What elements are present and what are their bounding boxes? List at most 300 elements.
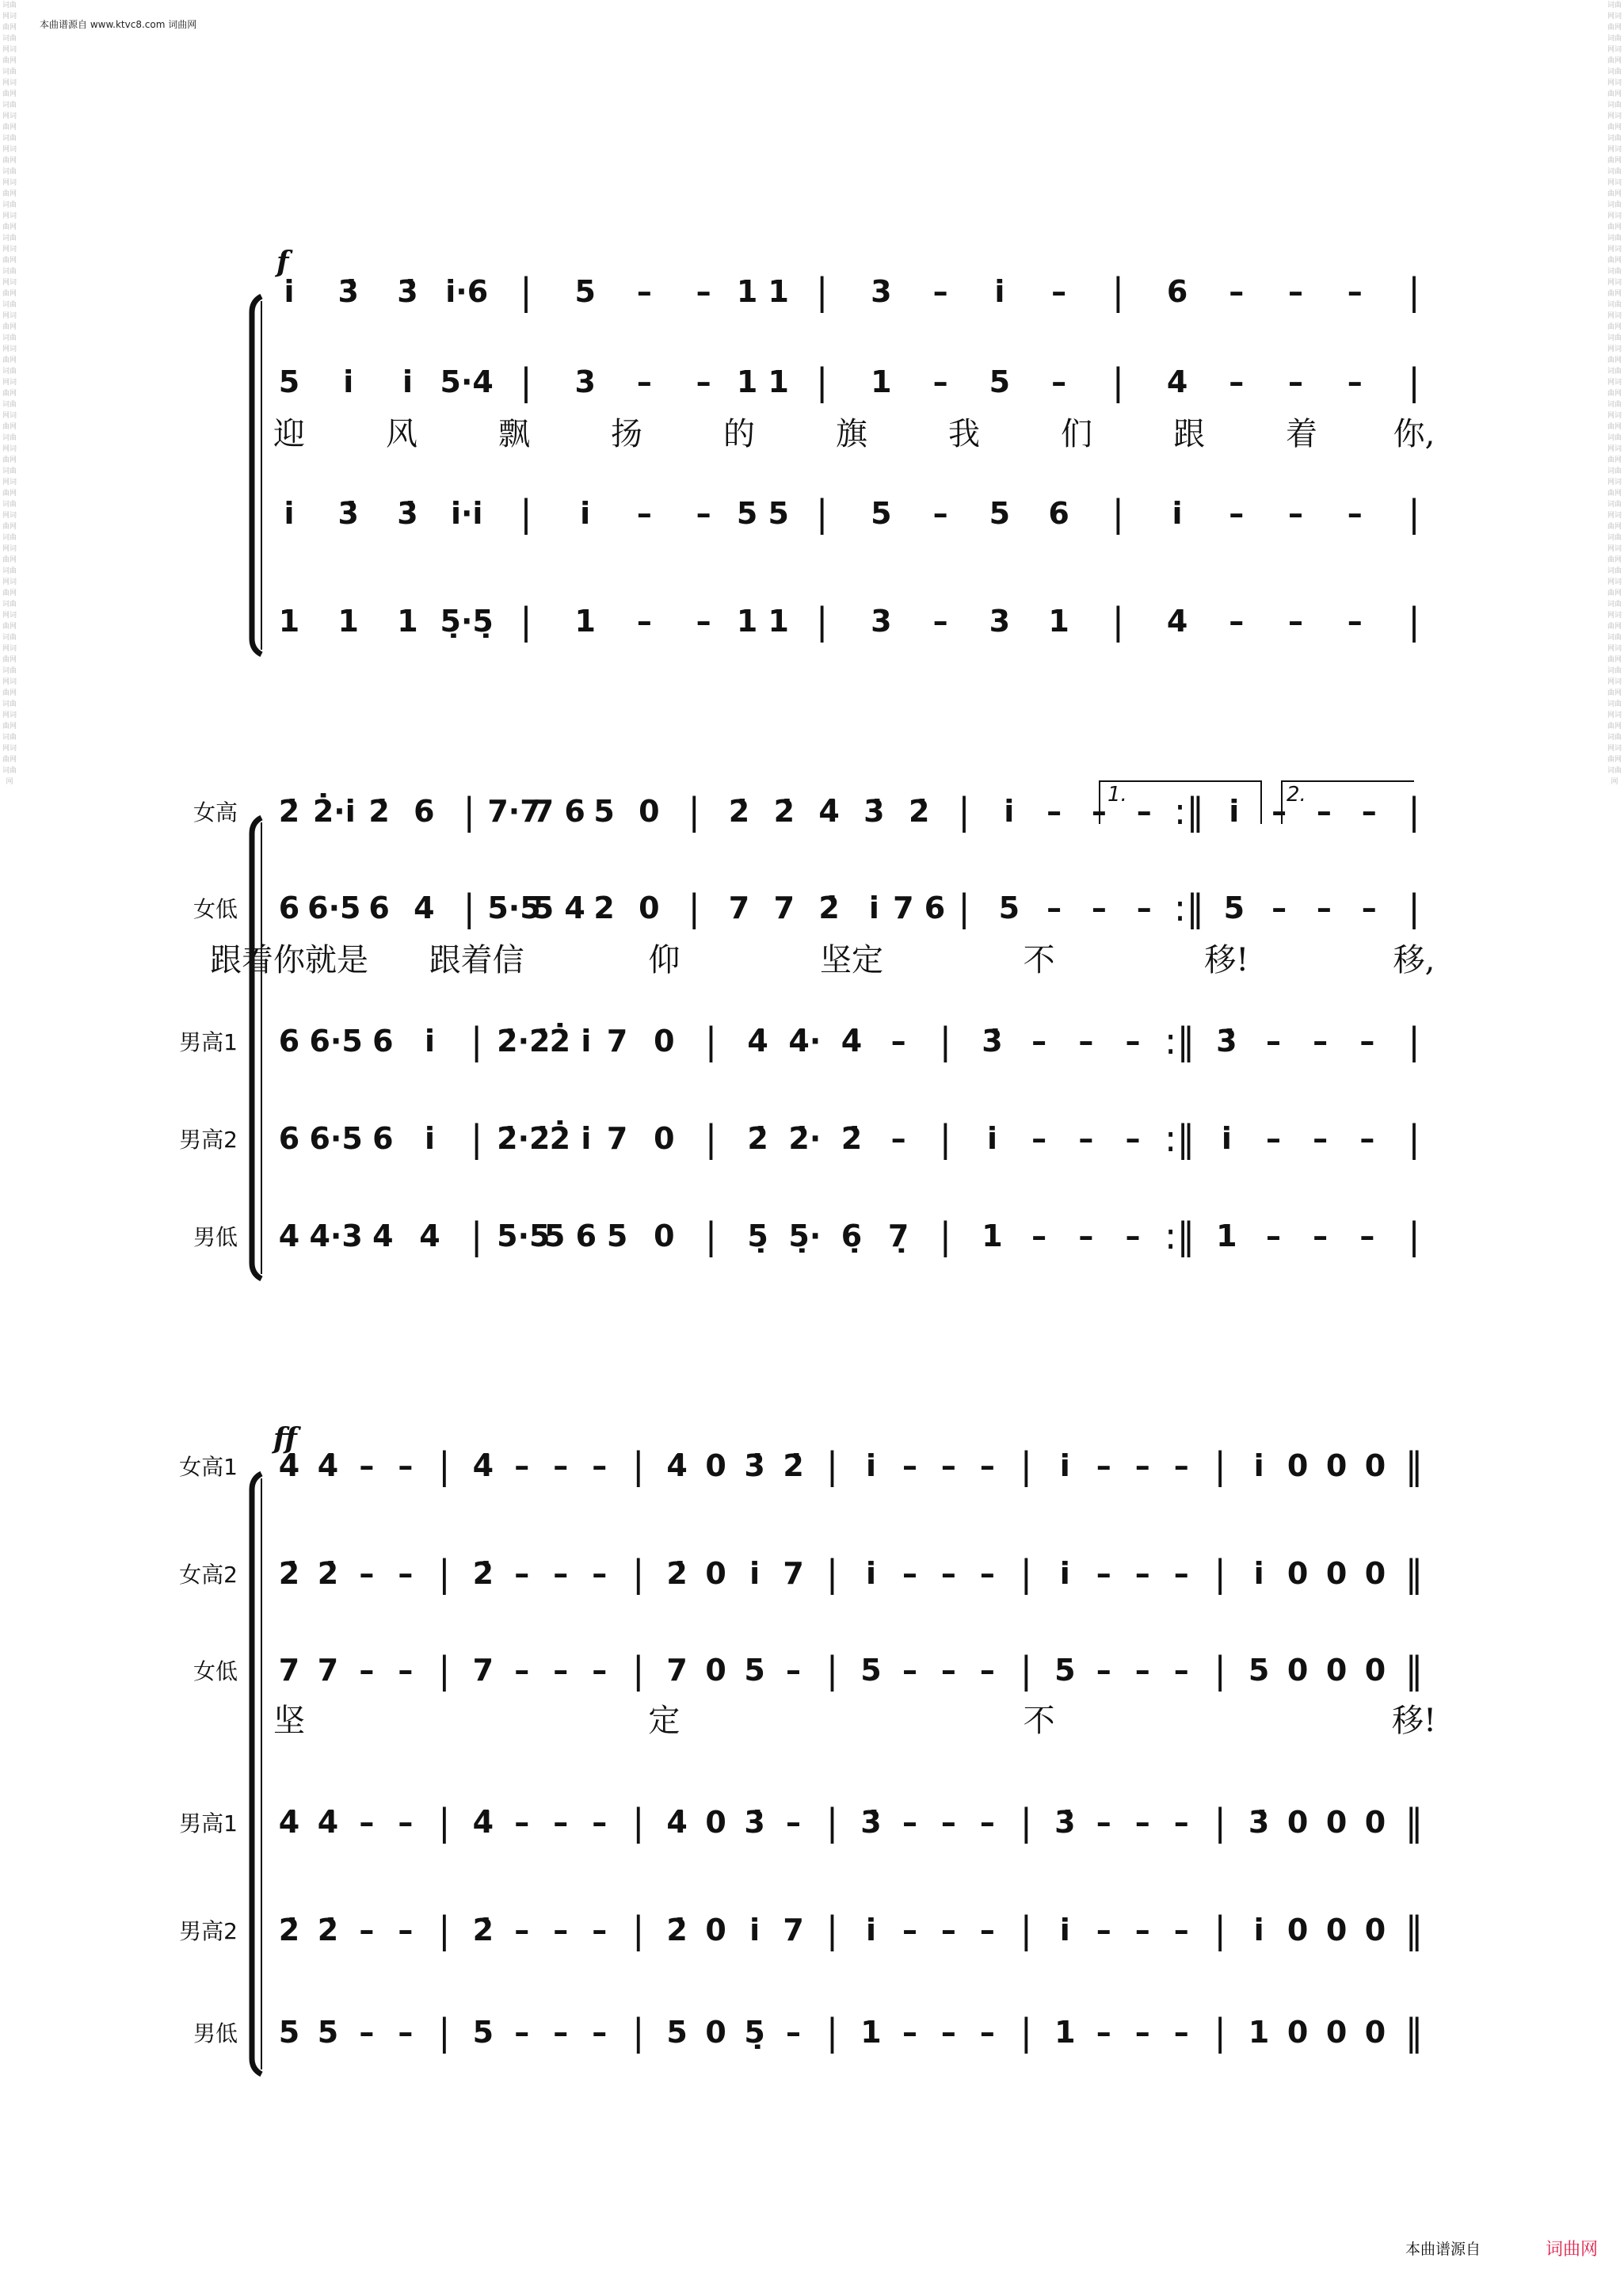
note: 3̇ — [337, 274, 359, 309]
lyric-syllable: 的 — [723, 416, 755, 452]
voice-part-line — [278, 2008, 1424, 2056]
note: 0 — [705, 1913, 726, 1947]
note: 0 — [1364, 1448, 1386, 1483]
note: 2̇ — [472, 1556, 494, 1591]
lyric-syllable: 定 — [648, 1703, 680, 1739]
voice-part-line — [278, 1442, 1424, 1490]
note: 2̇·2̇ — [497, 1024, 551, 1058]
note: – — [1313, 1024, 1329, 1058]
barline: | — [1111, 600, 1125, 643]
note: – — [1229, 274, 1245, 309]
note: 5̣·5̣ — [440, 604, 494, 639]
note: – — [514, 1556, 530, 1591]
footer-source: 本曲谱源自 — [1405, 2241, 1481, 2258]
note: – — [1288, 274, 1304, 309]
barline: ‖ — [1405, 1801, 1424, 1844]
note: – — [1316, 891, 1332, 925]
note: 5̣ — [744, 2015, 765, 2050]
note: – — [979, 1448, 995, 1483]
note: – — [1359, 1219, 1375, 1253]
note: – — [979, 1653, 995, 1688]
note: i̇ — [424, 1121, 436, 1156]
note: 3 — [871, 274, 892, 309]
note: – — [359, 1653, 375, 1688]
note: 5 — [666, 2015, 688, 2050]
voice-part-line — [284, 268, 1420, 315]
note: 5·5 — [487, 891, 541, 925]
barline: | — [688, 790, 700, 833]
barline: | — [1020, 1649, 1033, 1692]
note: 4 — [419, 1219, 440, 1253]
note: 4·3 — [309, 1219, 363, 1253]
barline: :‖ — [1164, 1215, 1195, 1257]
note: – — [1134, 1448, 1150, 1483]
note: – — [398, 1556, 414, 1591]
note: 0 — [1287, 1805, 1309, 1840]
barline: | — [438, 1649, 451, 1692]
note: – — [1347, 604, 1363, 639]
note: – — [553, 2015, 569, 2050]
note: i̇ — [1253, 1913, 1264, 1947]
note: 2̇ — [317, 1556, 339, 1591]
note: 7·7 — [487, 794, 541, 829]
note: 2̇ — [908, 794, 930, 829]
note: 2̇·i̇ — [312, 794, 356, 829]
note: 2̇ — [317, 1913, 339, 1947]
note: 0 — [1287, 1653, 1309, 1688]
note: 1 — [1216, 1219, 1237, 1253]
note: – — [398, 1653, 414, 1688]
note: – — [932, 364, 948, 399]
barline: | — [1214, 1801, 1226, 1844]
note: – — [1266, 1024, 1281, 1058]
note: – — [696, 364, 711, 399]
note: – — [1134, 1913, 1150, 1947]
barline: | — [631, 1649, 645, 1692]
dynamic-marking-1: f — [276, 246, 289, 279]
note: 0 — [1364, 1556, 1386, 1591]
note: i̇ — [865, 1556, 876, 1591]
note: i̇·i̇ — [450, 496, 483, 531]
note: 7 6 — [893, 891, 946, 925]
note: – — [359, 1805, 375, 1840]
barline: | — [1408, 360, 1420, 403]
note: – — [1266, 1219, 1281, 1253]
lyric-syllable: 跟着信 — [429, 942, 524, 978]
barline: | — [1408, 270, 1420, 313]
note: 5 — [744, 1653, 765, 1688]
voice-part-line — [278, 1646, 1424, 1694]
lyric-syllable: 迎 — [273, 416, 305, 452]
note: – — [398, 2015, 414, 2050]
note: 3̇ — [1248, 1805, 1270, 1840]
lyric-syllable: 飘 — [498, 416, 530, 452]
barline: :‖ — [1173, 790, 1205, 833]
lyric-syllable: 不 — [1023, 1703, 1055, 1739]
note: 5̣ — [747, 1219, 768, 1253]
lyric-syllable: 移! — [1204, 942, 1249, 978]
note: 0 — [1325, 2015, 1348, 2050]
barline: | — [958, 887, 970, 929]
note: – — [1096, 1653, 1111, 1688]
barline: | — [939, 1117, 952, 1160]
barline: | — [815, 492, 829, 535]
note: 3̇ — [744, 1805, 765, 1840]
note: i̇ — [284, 274, 295, 309]
note: – — [1359, 1121, 1375, 1156]
note: – — [1078, 1121, 1094, 1156]
system-bracket — [252, 296, 261, 654]
note: – — [1096, 1805, 1111, 1840]
note: i̇ — [284, 496, 295, 531]
lyric-syllable: 移! — [1391, 1703, 1437, 1739]
barline: | — [631, 2011, 645, 2054]
barline: | — [815, 270, 829, 313]
note: – — [1173, 1653, 1189, 1688]
barline: | — [438, 1444, 451, 1487]
voice-part-line — [284, 490, 1420, 537]
voice-label: 女高1 — [179, 1454, 238, 1480]
note: – — [553, 1448, 569, 1483]
note: 0 — [1325, 1805, 1348, 1840]
barline: :‖ — [1164, 1117, 1195, 1160]
voice-part-line — [278, 788, 1420, 835]
note: 1 1 — [736, 604, 789, 639]
note: – — [1078, 1024, 1094, 1058]
note: – — [1313, 1219, 1329, 1253]
note: 3 — [989, 604, 1011, 639]
note: 2̇· — [788, 1121, 822, 1156]
note: 7 6 — [532, 794, 585, 829]
note: 1 — [982, 1219, 1003, 1253]
note: 0 — [705, 1556, 726, 1591]
note: 2̇ — [368, 794, 390, 829]
note: – — [1031, 1121, 1047, 1156]
note: – — [1288, 496, 1304, 531]
note: 6 — [372, 1024, 394, 1058]
barline: | — [825, 1909, 839, 1951]
voice-label: 女高 — [193, 799, 238, 826]
note: 0 — [654, 1121, 675, 1156]
note: 6 — [1166, 274, 1188, 309]
barline: | — [1111, 270, 1125, 313]
note: 4 — [278, 1219, 300, 1253]
note: – — [636, 274, 652, 309]
barline: | — [704, 1215, 718, 1257]
barline: ‖ — [1405, 2011, 1424, 2054]
barline: | — [1408, 1117, 1420, 1160]
note: 5 — [998, 891, 1020, 925]
note: 0 — [1287, 1556, 1309, 1591]
note: – — [890, 1121, 906, 1156]
barline: | — [815, 600, 829, 643]
note: 1 — [1248, 2015, 1270, 2050]
note: 0 — [654, 1024, 675, 1058]
note: 5·4 — [440, 364, 494, 399]
barline: | — [520, 270, 532, 313]
barline: | — [438, 1801, 451, 1844]
note: i̇ — [1059, 1556, 1070, 1591]
note: – — [1347, 496, 1363, 531]
note: – — [1271, 794, 1287, 829]
note: – — [696, 496, 711, 531]
note: 0 — [1364, 2015, 1386, 2050]
note: 6·5 — [309, 1024, 363, 1058]
note: 6̣ — [841, 1219, 863, 1253]
note: 6 — [278, 1121, 300, 1156]
note: 5 — [1223, 891, 1245, 925]
barline: | — [704, 1020, 718, 1062]
barline: | — [520, 492, 532, 535]
lyrics-line — [273, 410, 1435, 458]
note: 4̇ — [278, 1448, 300, 1483]
note: – — [696, 274, 711, 309]
voice-label: 女低 — [193, 1658, 238, 1684]
voice-part-line — [278, 1115, 1420, 1162]
barline: | — [470, 1117, 483, 1160]
note: – — [1091, 891, 1107, 925]
note: 0 — [1364, 1653, 1386, 1688]
voice-label: 男高2 — [179, 1127, 238, 1153]
note: 2̇ i̇ — [549, 1121, 592, 1156]
note: 0 — [639, 891, 660, 925]
barline: | — [704, 1117, 718, 1160]
barline: | — [1020, 1801, 1033, 1844]
system-bracket — [252, 1474, 261, 2074]
note: 0 — [654, 1219, 675, 1253]
note: 0 — [1325, 1556, 1348, 1591]
note: – — [1359, 1024, 1375, 1058]
note: 0 — [639, 794, 660, 829]
note: 5 — [317, 2015, 339, 2050]
note: – — [1051, 364, 1067, 399]
note: – — [1347, 274, 1363, 309]
note: i̇ — [749, 1913, 761, 1947]
note: – — [1271, 891, 1287, 925]
note: 0 — [1287, 1448, 1309, 1483]
note: – — [1134, 1653, 1150, 1688]
note: 2̇ — [747, 1121, 768, 1156]
note: – — [902, 1556, 917, 1591]
barline: | — [1020, 2011, 1033, 2054]
note: 2̇·2̇ — [497, 1121, 551, 1156]
voice-label: 男高1 — [179, 1810, 238, 1837]
barline: | — [1020, 1552, 1033, 1595]
voice-part-line — [278, 1017, 1420, 1065]
note: 3̇ — [860, 1805, 882, 1840]
note: 5 — [989, 364, 1011, 399]
note: – — [1288, 604, 1304, 639]
note: i̇ — [865, 1913, 876, 1947]
note: – — [1046, 891, 1062, 925]
note: 3 — [871, 604, 892, 639]
note: 2̇ — [666, 1556, 688, 1591]
barline: | — [520, 600, 532, 643]
note: – — [359, 1556, 375, 1591]
barline: | — [631, 1444, 645, 1487]
note: 2̇ — [666, 1913, 688, 1947]
lyric-syllable: 移, — [1393, 942, 1435, 978]
barline: | — [1214, 1909, 1226, 1951]
note: – — [553, 1805, 569, 1840]
note: 5 — [278, 364, 300, 399]
barline: :‖ — [1164, 1020, 1195, 1062]
note: 5 — [574, 274, 596, 309]
note: – — [902, 1448, 917, 1483]
lyric-syllable: 跟 — [1173, 416, 1205, 452]
note: 0 — [705, 2015, 726, 2050]
barline: | — [825, 2011, 839, 2054]
note: 1 — [871, 364, 892, 399]
note: 0 — [705, 1448, 726, 1483]
note: – — [1347, 364, 1363, 399]
note: – — [902, 1653, 917, 1688]
note: – — [1173, 2015, 1189, 2050]
barline: | — [438, 1552, 451, 1595]
note: – — [932, 496, 948, 531]
note: i̇ — [1253, 1448, 1264, 1483]
note: 0 — [1325, 1913, 1348, 1947]
note: – — [940, 1448, 956, 1483]
lyric-syllable: 我 — [948, 416, 980, 452]
note: 4̇· — [788, 1024, 822, 1058]
note: – — [1288, 364, 1304, 399]
note: 6 — [372, 1121, 394, 1156]
note: 6 — [278, 1024, 300, 1058]
barline: | — [825, 1552, 839, 1595]
lyric-syllable: 跟着你就是 — [210, 942, 368, 978]
voice-part-line — [278, 597, 1420, 645]
barline: | — [939, 1020, 952, 1062]
note: – — [890, 1024, 906, 1058]
note: – — [1229, 604, 1245, 639]
note: 7 — [606, 1024, 628, 1058]
note: – — [592, 1805, 608, 1840]
note: i̇ — [1253, 1556, 1264, 1591]
lyrics-line — [273, 1697, 1437, 1745]
barline: :‖ — [1173, 887, 1205, 929]
barline: | — [815, 360, 829, 403]
note: – — [932, 274, 948, 309]
note: i̇ — [994, 274, 1005, 309]
note: 3̇ — [337, 496, 359, 531]
note: 1 — [860, 2015, 882, 2050]
note: – — [940, 1805, 956, 1840]
voice-label: 女高2 — [179, 1562, 238, 1588]
lyric-syllable: 仰 — [648, 942, 680, 978]
note: – — [592, 2015, 608, 2050]
note: 1 — [1054, 2015, 1076, 2050]
voice-label: 男高2 — [179, 1918, 238, 1944]
note: 4̇ — [666, 1448, 688, 1483]
note: – — [1136, 794, 1152, 829]
note: – — [553, 1913, 569, 1947]
barline: | — [1408, 492, 1420, 535]
voice-part-line — [278, 1906, 1424, 1954]
note: 4 — [1166, 364, 1188, 399]
note: 5 6 — [543, 1219, 597, 1253]
note: 6 — [414, 794, 435, 829]
note: – — [1096, 1913, 1111, 1947]
note: – — [1134, 1805, 1150, 1840]
note: – — [940, 1913, 956, 1947]
note: 0 — [1287, 1913, 1309, 1947]
barline: | — [1111, 492, 1125, 535]
barline: | — [1408, 1215, 1420, 1257]
note: 7 — [472, 1653, 494, 1688]
note: – — [786, 2015, 802, 2050]
note: 1 — [397, 604, 418, 639]
note: i̇ — [343, 364, 354, 399]
note: i̇ — [868, 891, 879, 925]
note: i̇ — [1004, 794, 1015, 829]
note: 6 — [278, 891, 300, 925]
note: 2̇ — [818, 891, 840, 925]
note: i̇ — [1059, 1913, 1070, 1947]
note: – — [1361, 891, 1377, 925]
barline: | — [463, 790, 475, 833]
note: 5 — [606, 1219, 628, 1253]
note: 5 — [472, 2015, 494, 2050]
note: 0 — [705, 1653, 726, 1688]
note: 3̇ — [1054, 1805, 1076, 1840]
note: 0 — [1364, 1913, 1386, 1947]
lyric-syllable: 着 — [1286, 416, 1317, 452]
note: – — [1096, 1448, 1111, 1483]
barline: | — [1020, 1909, 1033, 1951]
note: 7 — [728, 891, 750, 925]
note: 6 — [368, 891, 390, 925]
voice-label: 男低 — [193, 1224, 238, 1250]
note: 4̇ — [278, 1805, 300, 1840]
note: 0 — [1287, 2015, 1309, 2050]
note: 4̇ — [472, 1805, 494, 1840]
lyric-syllable: 坚 — [273, 1703, 305, 1739]
note: 5 — [1054, 1653, 1076, 1688]
voice-part-line — [278, 358, 1420, 406]
note: i̇ — [424, 1024, 436, 1058]
note: i̇ — [749, 1556, 761, 1591]
note: 6 — [1048, 496, 1069, 531]
barline: | — [1408, 887, 1420, 929]
note: 0 — [705, 1805, 726, 1840]
note: 4 — [372, 1219, 394, 1253]
note: – — [1316, 794, 1332, 829]
barline: | — [520, 360, 532, 403]
lyric-syllable: 扬 — [611, 416, 642, 452]
note: – — [592, 1556, 608, 1591]
note: i̇ — [1059, 1448, 1070, 1483]
note: – — [940, 2015, 956, 2050]
voice-part-line — [278, 884, 1420, 932]
note: 5 — [278, 2015, 300, 2050]
note: 3̇ — [744, 1448, 765, 1483]
barline: | — [470, 1020, 483, 1062]
barline: | — [631, 1909, 645, 1951]
note: – — [359, 1448, 375, 1483]
note: 2̇ — [278, 1913, 300, 1947]
note: – — [1173, 1805, 1189, 1840]
note: 1 1 — [736, 364, 789, 399]
note: 7̣ — [887, 1219, 909, 1253]
note: – — [636, 364, 652, 399]
lyric-syllable: 不 — [1023, 942, 1055, 978]
note: i̇·6 — [445, 274, 489, 309]
note: 1 — [278, 604, 300, 639]
note: – — [398, 1448, 414, 1483]
note: 5 4 — [532, 891, 585, 925]
note: 2̇ — [472, 1913, 494, 1947]
